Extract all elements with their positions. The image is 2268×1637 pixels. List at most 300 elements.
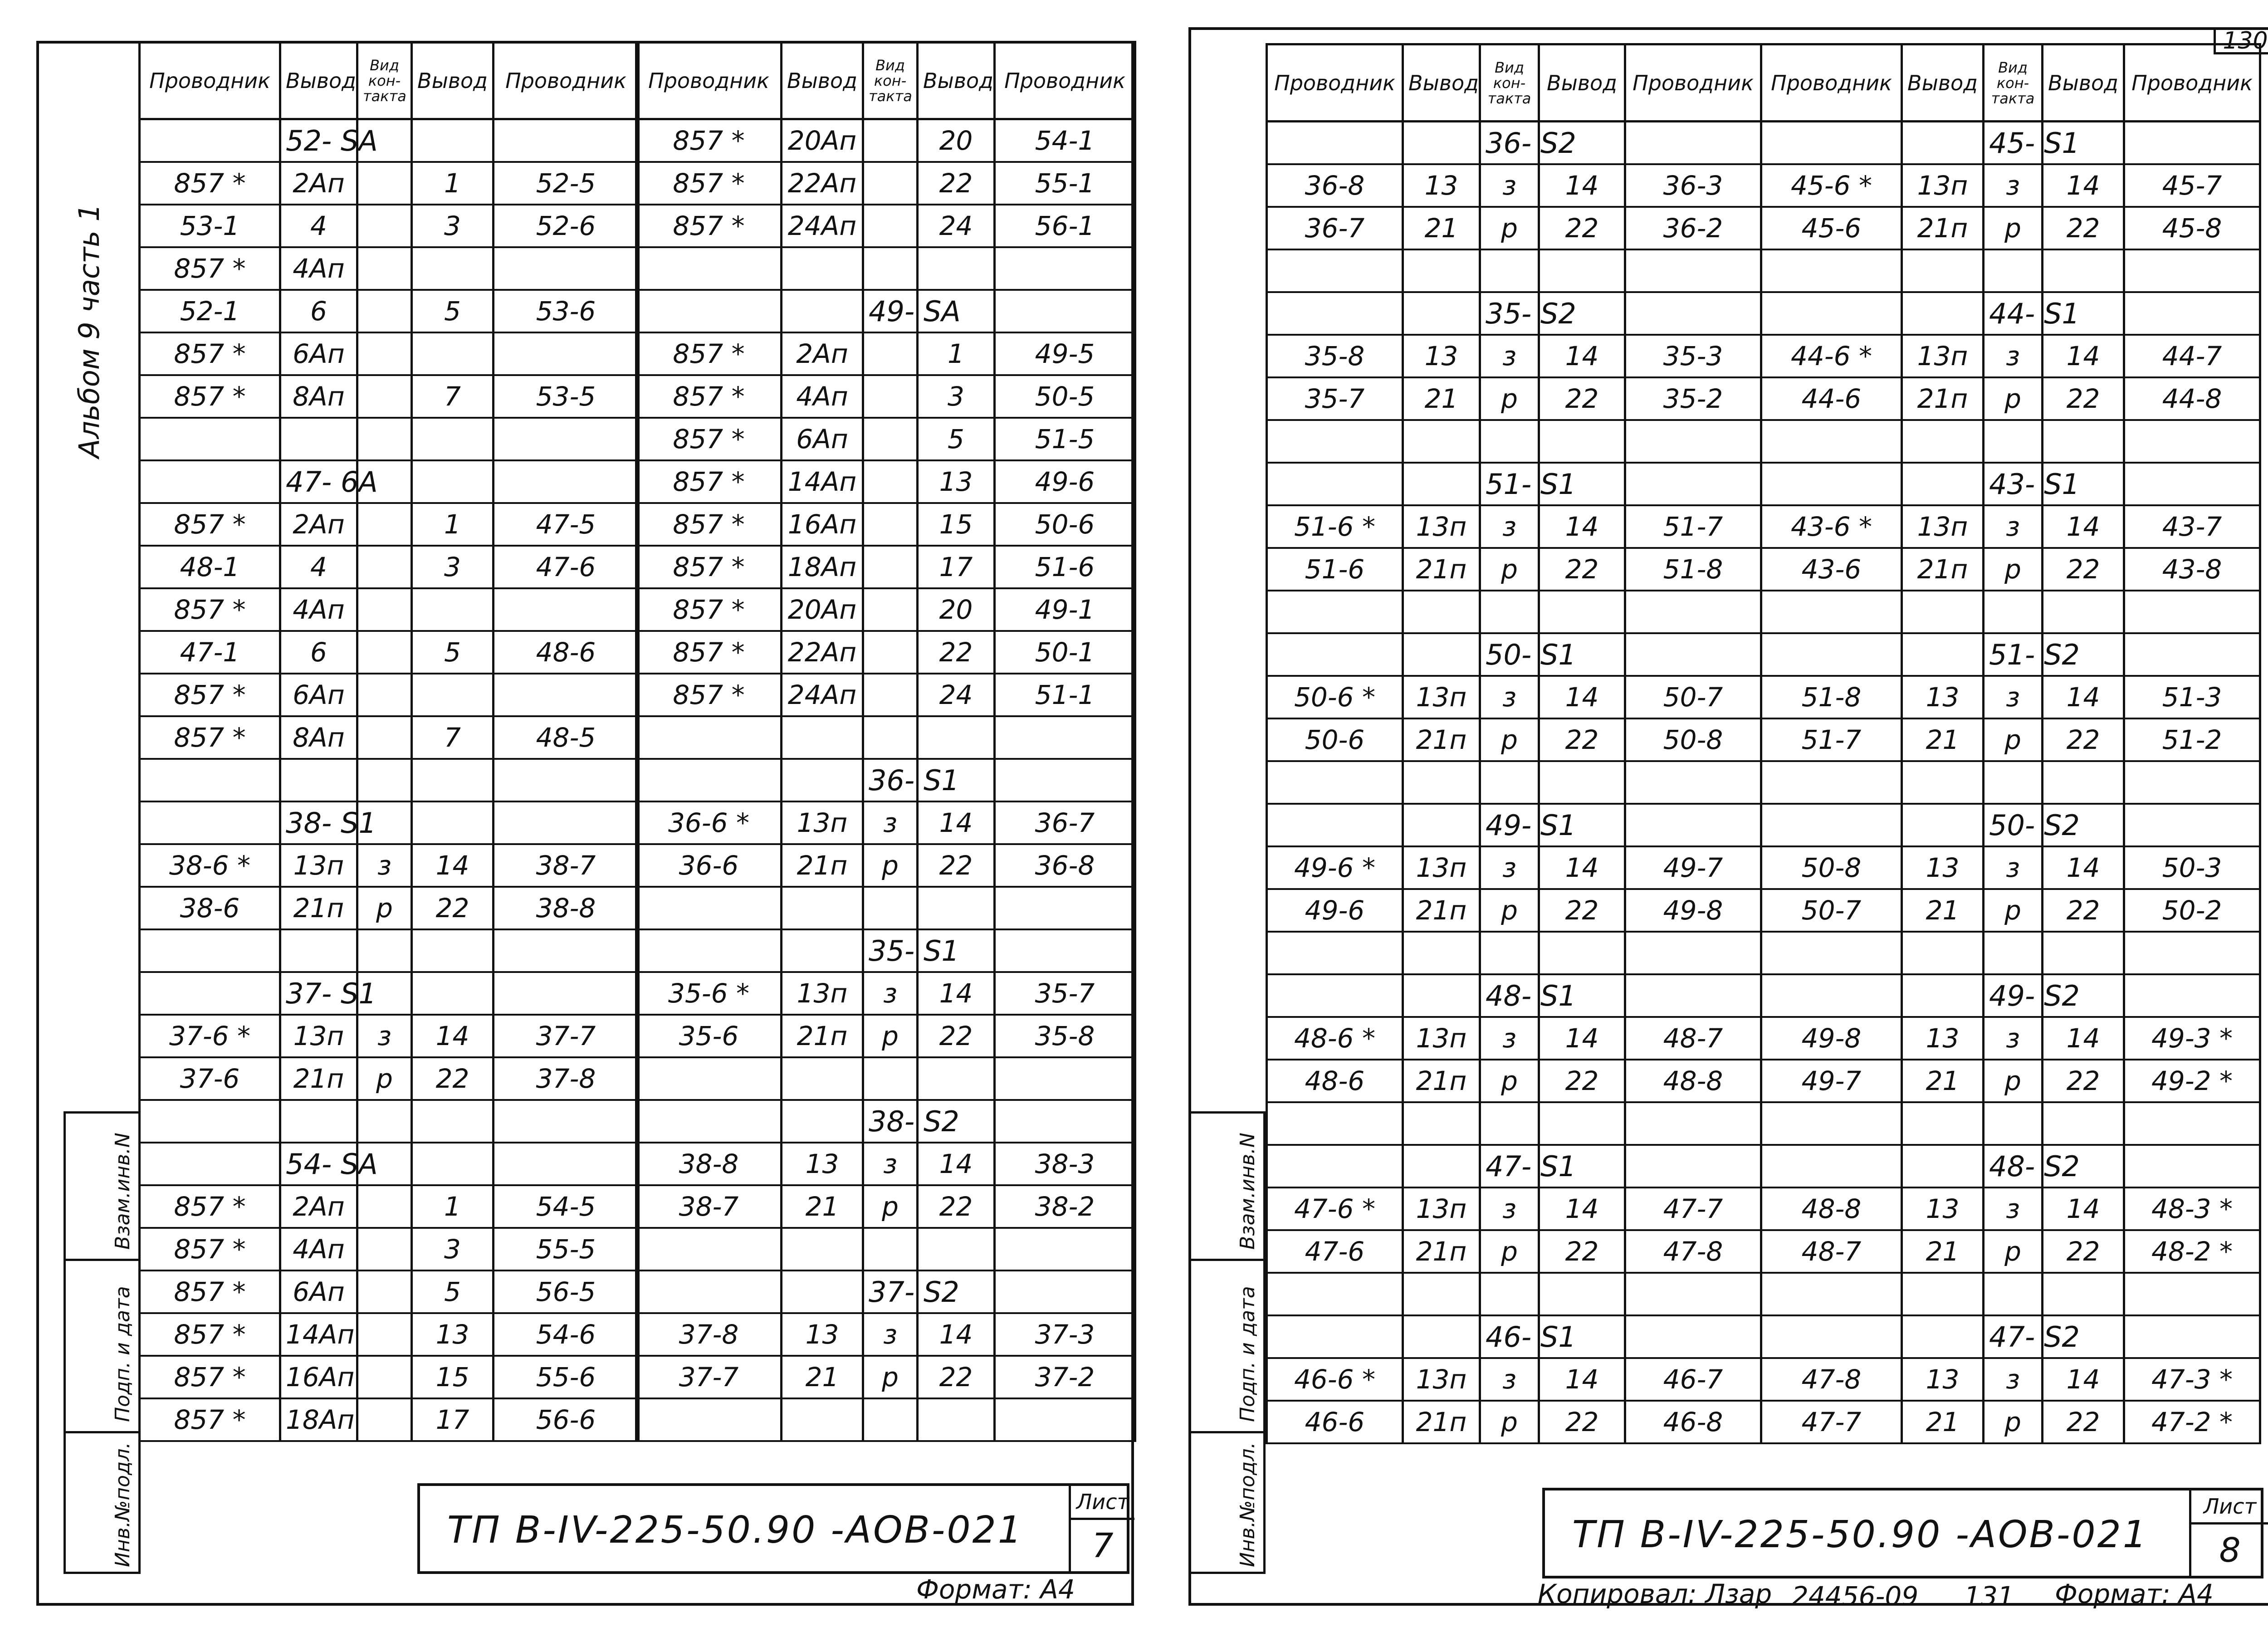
cell-conductor-from: 37-8	[636, 1313, 782, 1356]
page-ref: 131	[1964, 1581, 2014, 1612]
cell-conductor-from: 50-8	[1761, 846, 1902, 889]
cell-contact-type: 44- S1	[1984, 292, 2043, 335]
stamp-replace-inv: Взам.инв.N	[1236, 1133, 1259, 1250]
cell-terminal-to	[918, 247, 995, 290]
cell-terminal-from: 21	[1902, 1401, 1984, 1443]
table-row	[1761, 889, 2260, 932]
cell-contact-type	[1480, 1102, 1539, 1145]
cell-terminal-to: 14	[2043, 505, 2124, 548]
cell-terminal-from	[1403, 591, 1480, 633]
table-row	[1267, 1358, 1761, 1401]
cell-terminal-to: 22	[1539, 1401, 1625, 1443]
cell-conductor-from: 51-8	[1761, 676, 1902, 718]
cell-contact-type	[863, 460, 918, 503]
cell-terminal-from: 13	[1902, 846, 1984, 889]
cell-terminal-from	[782, 1057, 863, 1100]
header-terminal: Вывод	[1539, 44, 1625, 122]
cell-conductor-from	[140, 1143, 280, 1185]
cell-terminal-from	[1403, 420, 1480, 463]
group-title-row	[1761, 804, 2260, 846]
table-row	[636, 844, 1135, 887]
copied-by: Копировал: Лзар	[1538, 1578, 1772, 1609]
header-terminal: Вывод	[918, 42, 995, 119]
blank-row	[636, 887, 1135, 929]
group-title-row	[636, 929, 1135, 972]
cell-conductor-from: 51-6	[1267, 548, 1403, 591]
cell-terminal-to: 22	[1539, 1060, 1625, 1102]
cell-terminal-from: 21п	[1902, 548, 1984, 591]
cell-conductor-from	[636, 929, 782, 972]
cell-terminal-to: 22	[412, 1057, 494, 1100]
cell-conductor-to	[494, 247, 639, 290]
cell-conductor-to	[995, 1271, 1135, 1313]
cell-conductor-from: 857 *	[140, 375, 280, 418]
cell-conductor-from: 51-6 *	[1267, 505, 1403, 548]
blank-row	[1267, 249, 1761, 292]
cell-terminal-from: 16Ап	[280, 1356, 357, 1398]
cell-conductor-from: 37-6	[140, 1057, 280, 1100]
cell-conductor-from	[140, 1100, 280, 1143]
cell-contact-type	[357, 929, 412, 972]
header-contact-type: Вид кон- такта	[1480, 44, 1539, 122]
cell-terminal-to	[412, 332, 494, 375]
cell-terminal-from: 13п	[782, 972, 863, 1015]
cell-terminal-to: 22	[2043, 1060, 2124, 1102]
table-row	[636, 1313, 1135, 1356]
cell-contact-type	[863, 546, 918, 588]
cell-terminal-from	[1902, 974, 1984, 1017]
cell-terminal-from: 20Ап	[782, 588, 863, 631]
cell-contact-type	[863, 418, 918, 460]
cell-contact-type	[1480, 591, 1539, 633]
cell-terminal-from: 13п	[1902, 505, 1984, 548]
cell-conductor-to	[995, 887, 1135, 929]
cell-terminal-from: 6Ап	[280, 674, 357, 716]
blank-row	[1761, 420, 2260, 463]
cell-conductor-from: 49-6 *	[1267, 846, 1403, 889]
cell-contact-type	[1480, 420, 1539, 463]
cell-conductor-to: 49-6	[995, 460, 1135, 503]
header-terminal: Вывод	[1403, 44, 1480, 122]
cell-conductor-to: 47-5	[494, 503, 639, 546]
cell-contact-type	[357, 1313, 412, 1356]
cell-conductor-from: 36-6 *	[636, 801, 782, 844]
connection-table-p1-1	[138, 41, 640, 1442]
cell-terminal-from: 21п	[280, 887, 357, 929]
cell-terminal-to: 3	[918, 375, 995, 418]
cell-conductor-to	[494, 332, 639, 375]
cell-contact-type: 49- S2	[1984, 974, 2043, 1017]
album-side-label: Альбом 9 часть 1	[73, 204, 106, 458]
blank-row	[140, 418, 639, 460]
cell-contact-type: р	[863, 1185, 918, 1228]
cell-terminal-from	[280, 929, 357, 972]
cell-terminal-to: 20	[918, 588, 995, 631]
cell-contact-type: р	[1480, 1230, 1539, 1273]
cell-conductor-to: 35-2	[1625, 377, 1761, 420]
cell-terminal-to	[412, 929, 494, 972]
cell-conductor-to	[2124, 633, 2260, 676]
cell-contact-type	[1984, 1102, 2043, 1145]
cell-conductor-to: 51-5	[995, 418, 1135, 460]
cell-terminal-to: 14	[1539, 164, 1625, 207]
table-row	[1267, 1017, 1761, 1060]
table-row	[140, 716, 639, 759]
table-row	[140, 1057, 639, 1100]
header-terminal: Вывод	[412, 42, 494, 119]
cell-conductor-from	[636, 1057, 782, 1100]
sheet-label: Лист	[2191, 1490, 2268, 1525]
cell-conductor-from	[1267, 292, 1403, 335]
cell-conductor-from: 38-6	[140, 887, 280, 929]
cell-terminal-to	[918, 1228, 995, 1271]
cell-terminal-from	[782, 887, 863, 929]
cell-conductor-to: 48-7	[1625, 1017, 1761, 1060]
blank-row	[636, 716, 1135, 759]
right-vertical-stamp	[1188, 1111, 1266, 1574]
cell-terminal-from: 13п	[280, 844, 357, 887]
cell-conductor-to	[1625, 633, 1761, 676]
cell-conductor-from	[1761, 591, 1902, 633]
cell-conductor-to: 55-5	[494, 1228, 639, 1271]
cell-contact-type: р	[1984, 1060, 2043, 1102]
cell-terminal-from: 21	[1403, 207, 1480, 249]
cell-terminal-to: 14	[2043, 1358, 2124, 1401]
cell-contact-type	[863, 162, 918, 205]
cell-contact-type	[357, 418, 412, 460]
cell-contact-type: 49- SA	[863, 290, 918, 332]
cell-terminal-from	[782, 290, 863, 332]
stamp-sign-date: Подп. и дата	[1236, 1286, 1259, 1422]
doc-code: ТП В-IV-225-50.90 -АОВ-021	[1572, 1513, 2148, 1556]
cell-terminal-from: 14Ап	[280, 1313, 357, 1356]
cell-terminal-from: 13п	[1403, 1187, 1480, 1230]
cell-conductor-to: 53-5	[494, 375, 639, 418]
cell-contact-type	[357, 205, 412, 247]
table-row	[140, 631, 639, 674]
cell-conductor-from: 857 *	[636, 205, 782, 247]
cell-conductor-to: 47-6	[494, 546, 639, 588]
cell-contact-type	[1984, 420, 2043, 463]
right-format: Формат: А4	[2055, 1578, 2214, 1609]
table-row	[1761, 1358, 2260, 1401]
table-row	[1267, 718, 1761, 761]
cell-conductor-from	[1267, 1315, 1403, 1358]
cell-conductor-from	[1267, 420, 1403, 463]
cell-terminal-to: 14	[918, 801, 995, 844]
cell-terminal-from: 21п	[1403, 1230, 1480, 1273]
cell-terminal-to	[412, 759, 494, 801]
cell-conductor-from	[636, 716, 782, 759]
cell-terminal-from	[782, 1398, 863, 1441]
cell-conductor-from	[1761, 122, 1902, 165]
cell-terminal-from	[1403, 1145, 1480, 1187]
cell-contact-type	[863, 205, 918, 247]
cell-terminal-from: 20Ап	[782, 119, 863, 162]
blank-row	[1761, 932, 2260, 974]
cell-terminal-to: 22	[2043, 718, 2124, 761]
table-row	[636, 546, 1135, 588]
cell-terminal-to: 22	[1539, 207, 1625, 249]
cell-terminal-from	[1902, 1273, 1984, 1315]
cell-contact-type: з	[1480, 1017, 1539, 1060]
group-title-row	[1267, 633, 1761, 676]
cell-contact-type: 36- S2	[1480, 122, 1539, 165]
cell-conductor-to	[1625, 804, 1761, 846]
cell-terminal-from: 13п	[1403, 846, 1480, 889]
table-row	[140, 1228, 639, 1271]
group-title-row	[140, 972, 639, 1015]
cell-terminal-from: 4	[280, 205, 357, 247]
cell-contact-type	[863, 1398, 918, 1441]
cell-conductor-to	[494, 1100, 639, 1143]
cell-terminal-from: 21п	[782, 844, 863, 887]
cell-terminal-from: 21	[782, 1185, 863, 1228]
group-title-row	[1267, 122, 1761, 165]
header-conductor: Проводник	[2124, 44, 2260, 122]
cell-conductor-to	[1625, 761, 1761, 804]
cell-terminal-from: 24Ап	[782, 674, 863, 716]
cell-contact-type: р	[863, 1015, 918, 1057]
cell-conductor-from: 53-1	[140, 205, 280, 247]
cell-terminal-to: 15	[918, 503, 995, 546]
cell-contact-type: 35- S1	[863, 929, 918, 972]
cell-contact-type: 38- S2	[863, 1100, 918, 1143]
cell-terminal-from: 13п	[1403, 676, 1480, 718]
blank-row	[1267, 1102, 1761, 1145]
cell-terminal-to	[412, 460, 494, 503]
cell-terminal-from: 13	[1902, 1187, 1984, 1230]
cell-conductor-to: 48-5	[494, 716, 639, 759]
cell-terminal-to	[2043, 591, 2124, 633]
header-conductor: Проводник	[995, 42, 1135, 119]
cell-terminal-to: 5	[412, 1271, 494, 1313]
cell-contact-type: 50- S2	[1984, 804, 2043, 846]
cell-contact-type	[863, 1228, 918, 1271]
cell-conductor-to: 50-7	[1625, 676, 1761, 718]
header-contact-type: Вид кон- такта	[1984, 44, 2043, 122]
cell-conductor-to: 45-8	[2124, 207, 2260, 249]
cell-terminal-from: 2Ап	[280, 1185, 357, 1228]
stamp-sign-date: Подп. и дата	[111, 1286, 134, 1422]
cell-terminal-to: 24	[918, 205, 995, 247]
cell-terminal-to: 14	[1539, 505, 1625, 548]
header-conductor: Проводник	[636, 42, 782, 119]
cell-terminal-from: 6Ап	[280, 1271, 357, 1313]
header-conductor: Проводник	[140, 42, 280, 119]
cell-conductor-to	[494, 972, 639, 1015]
blank-row	[1761, 1273, 2260, 1315]
cell-conductor-from	[636, 290, 782, 332]
table-row	[140, 503, 639, 546]
cell-conductor-from	[1267, 804, 1403, 846]
cell-terminal-from: 6	[280, 290, 357, 332]
cell-contact-type	[863, 119, 918, 162]
cell-terminal-to: 3	[412, 205, 494, 247]
cell-contact-type: з	[1984, 505, 2043, 548]
cell-conductor-from: 38-7	[636, 1185, 782, 1228]
blank-row	[636, 1057, 1135, 1100]
cell-conductor-to: 54-5	[494, 1185, 639, 1228]
cell-terminal-from: 13	[1403, 164, 1480, 207]
cell-contact-type: р	[1984, 889, 2043, 932]
sheet-number-7: 7	[1092, 1526, 1114, 1565]
cell-terminal-to: 1	[412, 1185, 494, 1228]
cell-terminal-from	[782, 716, 863, 759]
cell-terminal-from: 13п	[782, 801, 863, 844]
cell-terminal-from: 21п	[1403, 889, 1480, 932]
cell-terminal-from: 52- SA	[280, 119, 357, 162]
cell-conductor-to	[1625, 1315, 1761, 1358]
cell-conductor-from: 35-6 *	[636, 972, 782, 1015]
cell-conductor-from	[1761, 292, 1902, 335]
header-conductor: Проводник	[1761, 44, 1902, 122]
cell-terminal-from: 21	[782, 1356, 863, 1398]
table-row	[636, 1143, 1135, 1185]
cell-conductor-to: 55-6	[494, 1356, 639, 1398]
sheet-label: Лист	[1071, 1486, 1134, 1520]
cell-terminal-from	[1902, 292, 1984, 335]
cell-conductor-to: 51-6	[995, 546, 1135, 588]
right-title-stamp	[1542, 1488, 2263, 1578]
table-row	[1267, 377, 1761, 420]
cell-terminal-from: 8Ап	[280, 716, 357, 759]
cell-terminal-to	[918, 1057, 995, 1100]
table-row	[1267, 207, 1761, 249]
cell-terminal-to: 22	[2043, 207, 2124, 249]
cell-terminal-to: 22	[2043, 889, 2124, 932]
cell-terminal-from: 4	[280, 546, 357, 588]
cell-contact-type: 43- S1	[1984, 463, 2043, 505]
cell-conductor-from: 49-6	[1267, 889, 1403, 932]
cell-contact-type: з	[863, 972, 918, 1015]
cell-contact-type	[357, 759, 412, 801]
cell-conductor-to: 47-8	[1625, 1230, 1761, 1273]
table-row	[636, 972, 1135, 1015]
cell-terminal-to: 22	[2043, 1401, 2124, 1443]
cell-contact-type	[1480, 1273, 1539, 1315]
cell-conductor-to	[1625, 292, 1761, 335]
blank-row	[1267, 932, 1761, 974]
cell-terminal-from: 21	[1902, 889, 1984, 932]
table-row	[140, 247, 639, 290]
cell-contact-type	[357, 674, 412, 716]
cell-conductor-from	[636, 887, 782, 929]
table-row	[1267, 1060, 1761, 1102]
cell-terminal-from: 21	[1902, 1060, 1984, 1102]
cell-conductor-to: 50-3	[2124, 846, 2260, 889]
cell-contact-type	[863, 631, 918, 674]
cell-terminal-from: 22Ап	[782, 162, 863, 205]
cell-conductor-from: 857 *	[140, 588, 280, 631]
cell-terminal-from: 18Ап	[280, 1398, 357, 1441]
cell-conductor-to: 50-2	[2124, 889, 2260, 932]
cell-terminal-to: 22	[918, 162, 995, 205]
cell-conductor-to	[494, 929, 639, 972]
cell-terminal-to: 14	[1539, 1017, 1625, 1060]
cell-terminal-to	[2043, 1273, 2124, 1315]
cell-conductor-to	[1625, 420, 1761, 463]
cell-terminal-from: 13	[1403, 335, 1480, 377]
cell-terminal-from	[280, 759, 357, 801]
cell-terminal-from	[1403, 932, 1480, 974]
cell-terminal-to: 22	[1539, 889, 1625, 932]
table-row	[140, 1398, 639, 1441]
cell-conductor-to: 51-3	[2124, 676, 2260, 718]
cell-conductor-from: 857 *	[140, 247, 280, 290]
cell-conductor-from: 46-6	[1267, 1401, 1403, 1443]
cell-conductor-to: 43-7	[2124, 505, 2260, 548]
cell-contact-type: з	[1480, 1187, 1539, 1230]
cell-conductor-to	[494, 759, 639, 801]
cell-terminal-to: 14	[2043, 676, 2124, 718]
cell-contact-type	[357, 332, 412, 375]
header-conductor: Проводник	[1625, 44, 1761, 122]
cell-conductor-from	[1761, 804, 1902, 846]
cell-conductor-from	[1267, 463, 1403, 505]
cell-conductor-from: 36-8	[1267, 164, 1403, 207]
cell-terminal-to: 22	[1539, 1230, 1625, 1273]
table-row	[636, 119, 1135, 162]
blank-row	[636, 1228, 1135, 1271]
cell-contact-type	[357, 716, 412, 759]
cell-terminal-from: 21п	[280, 1057, 357, 1100]
cell-conductor-from: 50-6	[1267, 718, 1403, 761]
table-row	[140, 205, 639, 247]
cell-conductor-to: 48-2 *	[2124, 1230, 2260, 1273]
table-row	[140, 1356, 639, 1398]
cell-conductor-to: 51-7	[1625, 505, 1761, 548]
cell-terminal-from	[1403, 1102, 1480, 1145]
cell-contact-type	[357, 1228, 412, 1271]
cell-conductor-to: 52-6	[494, 205, 639, 247]
cell-conductor-to	[1625, 122, 1761, 165]
cell-contact-type: р	[863, 1356, 918, 1398]
cell-conductor-from	[1761, 249, 1902, 292]
cell-conductor-from	[140, 972, 280, 1015]
cell-conductor-to: 44-7	[2124, 335, 2260, 377]
blank-row	[636, 247, 1135, 290]
cell-contact-type	[357, 1271, 412, 1313]
cell-conductor-to: 54-6	[494, 1313, 639, 1356]
cell-terminal-to: 14	[2043, 1017, 2124, 1060]
cell-conductor-to	[2124, 591, 2260, 633]
table-row	[140, 588, 639, 631]
cell-terminal-to: 7	[412, 716, 494, 759]
cell-conductor-to: 38-8	[494, 887, 639, 929]
blank-row	[1761, 249, 2260, 292]
cell-terminal-from: 38- S1	[280, 801, 357, 844]
cell-terminal-from	[1902, 633, 1984, 676]
table-row	[1761, 1230, 2260, 1273]
cell-conductor-from	[1267, 633, 1403, 676]
cell-contact-type: з	[1984, 846, 2043, 889]
cell-conductor-to: 38-3	[995, 1143, 1135, 1185]
cell-terminal-from: 18Ап	[782, 546, 863, 588]
cell-conductor-to: 47-2 *	[2124, 1401, 2260, 1443]
group-title-row	[636, 1271, 1135, 1313]
cell-conductor-from: 857 *	[636, 418, 782, 460]
sheet-number: 130	[2214, 27, 2268, 54]
cell-contact-type: 48- S2	[1984, 1145, 2043, 1187]
cell-conductor-from: 48-7	[1761, 1230, 1902, 1273]
cell-conductor-from: 857 *	[636, 631, 782, 674]
cell-terminal-from: 13	[1902, 1358, 1984, 1401]
cell-terminal-from: 2Ап	[280, 503, 357, 546]
cell-terminal-from	[280, 418, 357, 460]
group-title-row	[140, 460, 639, 503]
cell-contact-type: з	[1480, 846, 1539, 889]
